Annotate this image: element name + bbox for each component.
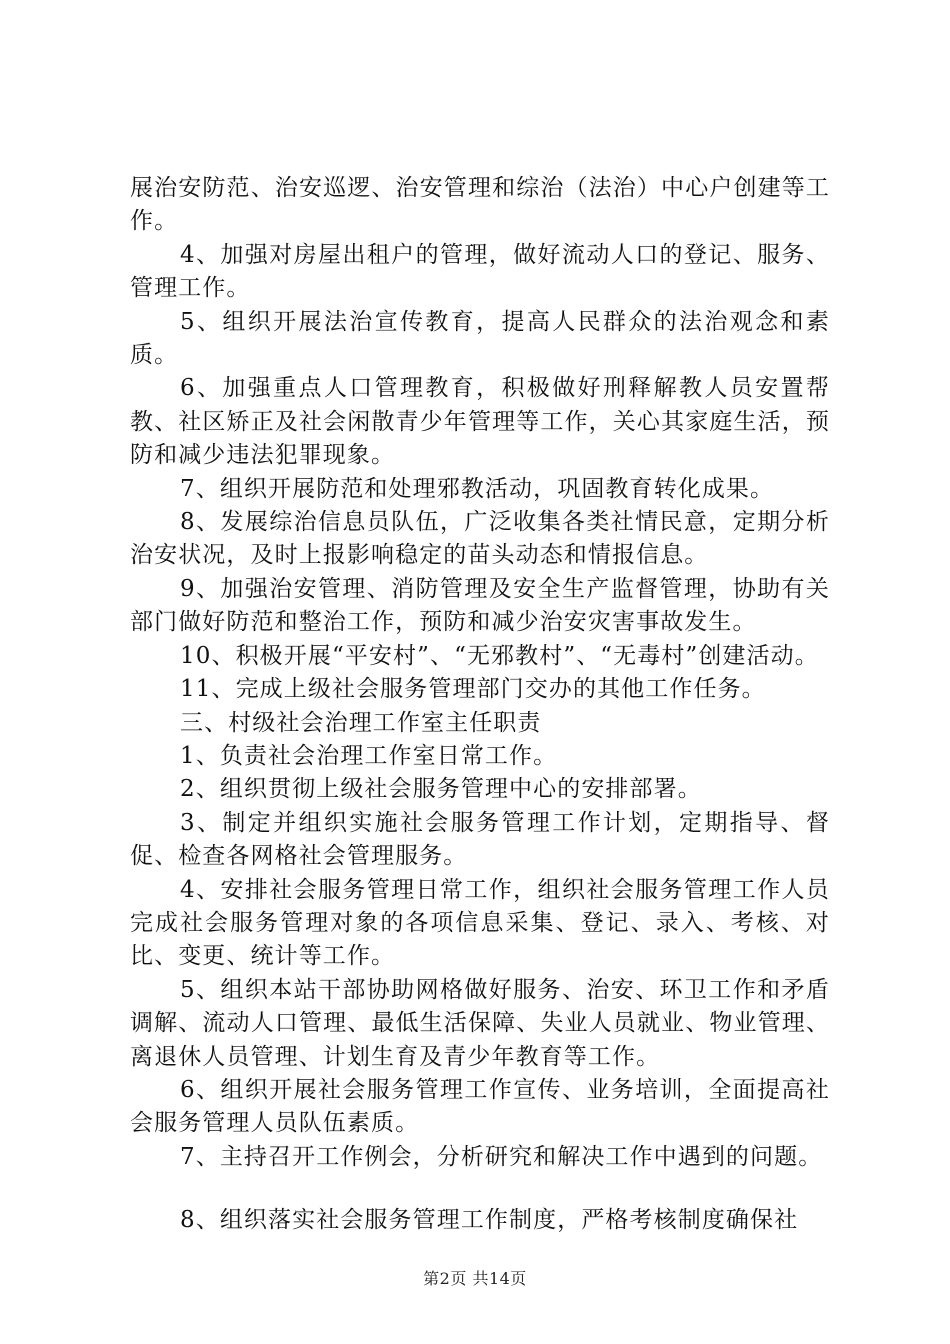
paragraph-item-11: 11、完成上级社会服务管理部门交办的其他工作任务。 xyxy=(180,676,766,703)
paragraph-item-7: 7、组织开展防范和处理邪教活动，巩固教育转化成果。 xyxy=(180,475,775,502)
paragraph-item-10: 10、积极开展“平安村”、“无邪教村”、“无毒村”创建活动。 xyxy=(180,642,819,669)
paragraph-duty-2: 2、组织贯彻上级社会服务管理中心的安排部署。 xyxy=(180,776,702,803)
paragraph-duty-6: 6、组织开展社会服务管理工作宣传、业务培训，全面提高社会服务管理人员队伍素质。 xyxy=(130,1076,830,1137)
paragraph-duty-8: 8、组织落实社会服务管理工作制度，严格考核制度确保社 xyxy=(180,1207,799,1234)
section-heading: 三、村级社会治理工作室主任职责 xyxy=(180,709,542,736)
paragraph-duty-4: 4、安排社会服务管理日常工作，组织社会服务管理工作人员完成社会服务管理对象的各项信息采集、登记、录入、考核、对比、变更、统计等工作。 xyxy=(130,876,830,970)
paragraph-duty-5: 5、组织本站干部协助网格做好服务、治安、环卫工作和矛盾调解、流动人口管理、最低生活保障、失业人员就业、物业管理、离退休人员管理、计划生育及青少年教育等工作。 xyxy=(130,976,830,1070)
document-body xyxy=(130,172,830,1238)
paragraph-item-5: 5、组织开展法治宣传教育，提高人民群众的法治观念和素质。 xyxy=(130,308,830,369)
paragraph-duty-3: 3、制定并组织实施社会服务管理工作计划，定期指导、督促、检查各网格社会管理服务。 xyxy=(130,809,830,870)
paragraph-duty-7: 7、主持召开工作例会，分析研究和解决工作中遇到的问题。 xyxy=(180,1143,823,1170)
paragraph-item-9: 9、加强治安管理、消防管理及安全生产监督管理，协助有关部门做好防范和整治工作，预防和减少治安灾害事故发生。 xyxy=(130,575,830,636)
paragraph-item-8: 8、发展综治信息员队伍，广泛收集各类社情民意，定期分析治安状况，及时上报影响稳定的苗头动态和情报信息。 xyxy=(130,509,830,569)
page-number-footer: 第2页 共14页 xyxy=(423,1269,527,1288)
paragraph-item-4: 4、加强对房屋出租户的管理，做好流动人口的登记、服务、管理工作。 xyxy=(130,241,830,302)
paragraph-item-6: 6、加强重点人口管理教育，积极做好刑释解教人员安置帮教、社区矫正及社会闲散青少年管理等工作，关心其家庭生活，预防和减少违法犯罪现象。 xyxy=(130,375,830,469)
paragraph-continuation: 展治安防范、治安巡逻、治安管理和综治（法治）中心户创建等工作。 xyxy=(130,175,830,235)
paragraph-duty-1: 1、负责社会治理工作室日常工作。 xyxy=(180,742,558,769)
